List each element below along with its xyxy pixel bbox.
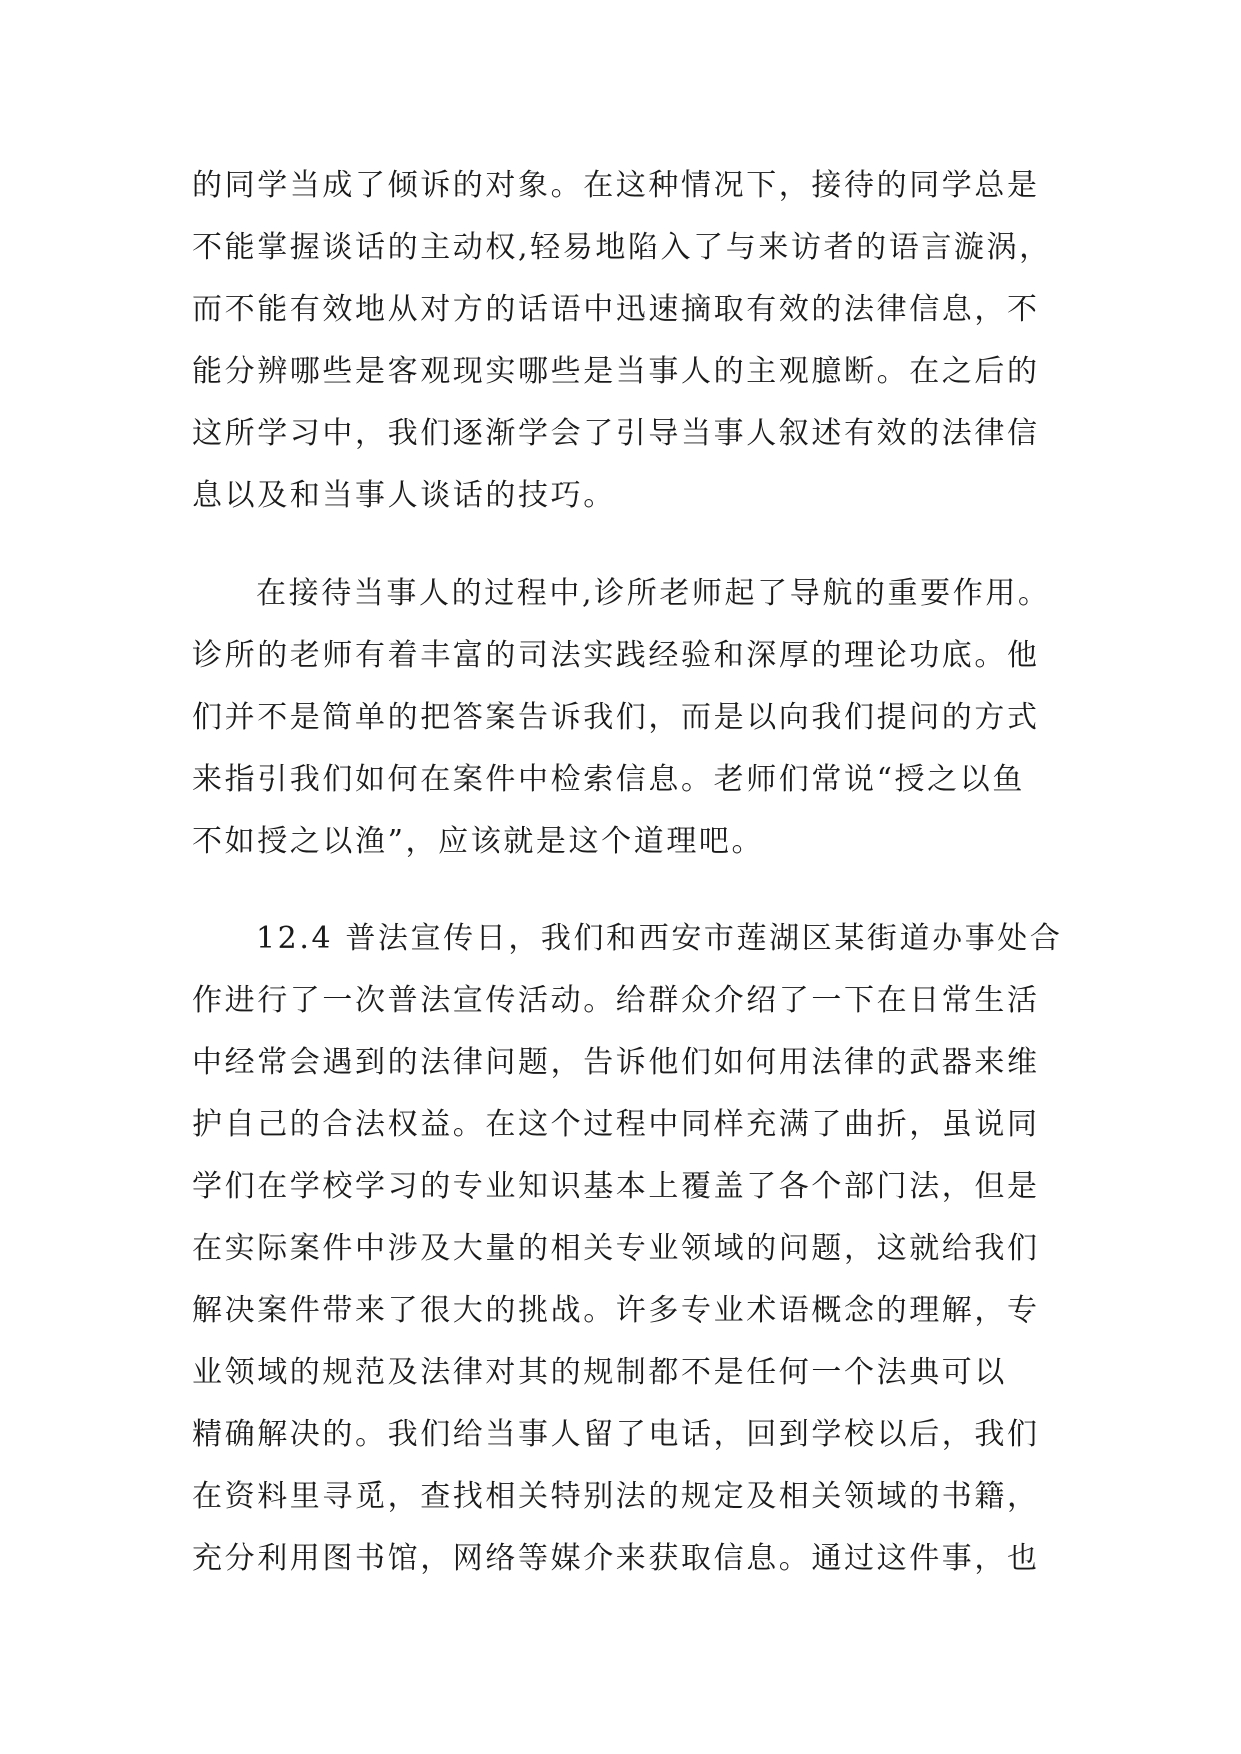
text-line: 诊所的老师有着丰富的司法实践经验和深厚的理论功底。他	[192, 638, 1040, 673]
text-line: 护自己的合法权益。在这个过程中同样充满了曲折，虽说同	[192, 1107, 1040, 1142]
text-line: 在资料里寻觅，查找相关特别法的规定及相关领域的书籍，	[192, 1479, 1040, 1514]
text-line: 精确解决的。我们给当事人留了电话，回到学校以后，我们	[192, 1417, 1040, 1452]
text-line: 在实际案件中涉及大量的相关专业领域的问题，这就给我们	[192, 1231, 1040, 1266]
text-line: 学们在学校学习的专业知识基本上覆盖了各个部门法，但是	[192, 1169, 1040, 1204]
text-line: 能分辨哪些是客观现实哪些是当事人的主观臆断。在之后的	[192, 354, 1040, 389]
text-line: 不能掌握谈话的主动权,轻易地陷入了与来访者的语言漩涡，	[192, 230, 1052, 265]
text-line: 们并不是简单的把答案告诉我们，而是以向我们提问的方式	[192, 700, 1040, 735]
text-line: 不如授之以渔”，应该就是这个道理吧。	[192, 824, 765, 859]
text-line: 而不能有效地从对方的话语中迅速摘取有效的法律信息，不	[192, 292, 1040, 327]
text-line: 解决案件带来了很大的挑战。许多专业术语概念的理解，专	[192, 1293, 1040, 1328]
text-line: 的同学当成了倾诉的对象。在这种情况下，接待的同学总是	[192, 168, 1040, 203]
text-line: 息以及和当事人谈话的技巧。	[192, 478, 616, 513]
text-line-indented: 12.4 普法宣传日，我们和西安市莲湖区某街道办事处合	[256, 921, 1063, 956]
text-line: 中经常会遇到的法律问题，告诉他们如何用法律的武器来维	[192, 1045, 1040, 1080]
text-line: 充分利用图书馆，网络等媒介来获取信息。通过这件事，也	[192, 1541, 1040, 1576]
paragraph-1	[192, 155, 1092, 527]
text-line: 作进行了一次普法宣传活动。给群众介绍了一下在日常生活	[192, 983, 1040, 1018]
text-line: 来指引我们如何在案件中检索信息。老师们常说“授之以鱼	[192, 762, 1025, 797]
paragraph-2	[192, 563, 1092, 873]
text-line: 业领域的规范及法律对其的规制都不是任何一个法典可以	[192, 1355, 1007, 1390]
text-line-indented: 在接待当事人的过程中,诊所老师起了导航的重要作用。	[256, 576, 1051, 611]
text-line: 这所学习中，我们逐渐学会了引导当事人叙述有效的法律信	[192, 416, 1040, 451]
paragraph-3	[192, 908, 1092, 1590]
